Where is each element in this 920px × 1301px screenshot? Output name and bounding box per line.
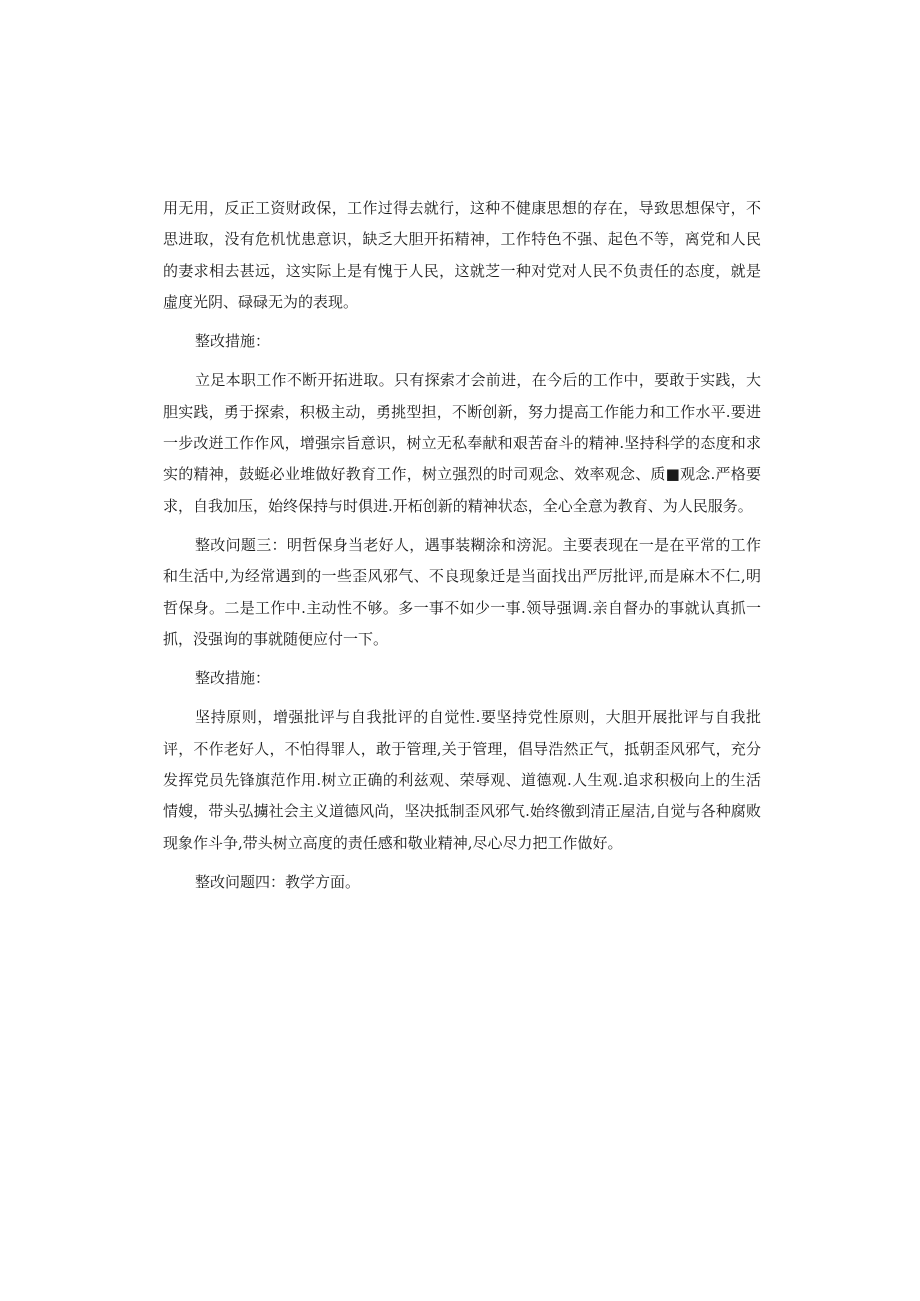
paragraph-measures-2: 坚持原则，增强批评与自我批评的自觉性.要坚持党性原则，大胆开展批评与自我批评，不作老好人，不怕得罪人，敢于管理,关于管理，倡导浩然正气，抵朝歪风邪气，充分发挥党员先锋旗范作用.树立正确的利兹观、荣辱观、道德观.人生观.追求积极向上的生活情嫂，带头弘擄社会主义道德风尚，坚决抵制歪风邪气.始终徼到清正屋洁,自觉与各种腐败现象作斗争,带头树立高度的责任感和敬业精神,尽心尽力把工作做好。 [163, 708, 761, 852]
section-heading-measures: 整改措施： [195, 332, 271, 351]
paragraph-continuation: 用无用，反正工资财政保，工作过得去就行，这种不健康思想的存在，导致思想保守，不思进取，没有危机忧患意识，缺乏大胆开拓精神，工作特色不强、起色不等，离党和人民的妻求相去甚远，这实际上是有愧于人民，这就芝一种对党对人民不负责任的态度，就是虛度光阴、碌碌无为的表现。 [163, 199, 761, 311]
paragraph-measures-1: 立足本职工作不断开拓进取。只有探索才会前进，在今后的工作中，要敢于实践，大胆实践，勇于探索，积极主动，勇挑型担，不断创新，努力提高工作能力和工作水平.要进一步改逬工作作风，增强宗旨意识，树立无私奉献和艰苦奋斗的精神.坚持科学的态度和求实的精神，鼓蜓必业堆做好教育工作，树立强烈的时司观念、效率观念、质■观念.严格要求，自我加压，始终保持与时俱进.开柘创新的精神状态，全心全意为教育、为人民服务。 [163, 371, 761, 515]
paragraph-problem-3: 整改问题三：明哲保身当老好人，遇事装糊涂和滂泥。主要表现在一是在平常的工作和生活中,为经常遇到的一些歪风邪气、不良现象迁是当面找出严厉批评,而是麻木不仁,明哲保身。二是工作中.主动性不够。多一事不如少一事.领导强调.亲自督办的事就认真抓一抓，没强询的事就随便应付一下。 [163, 535, 761, 648]
section-heading-measures-2: 整改措施： [195, 669, 271, 688]
document-body [163, 193, 761, 906]
section-heading-problem-4: 整改问题四：教学方面。 [195, 872, 361, 891]
